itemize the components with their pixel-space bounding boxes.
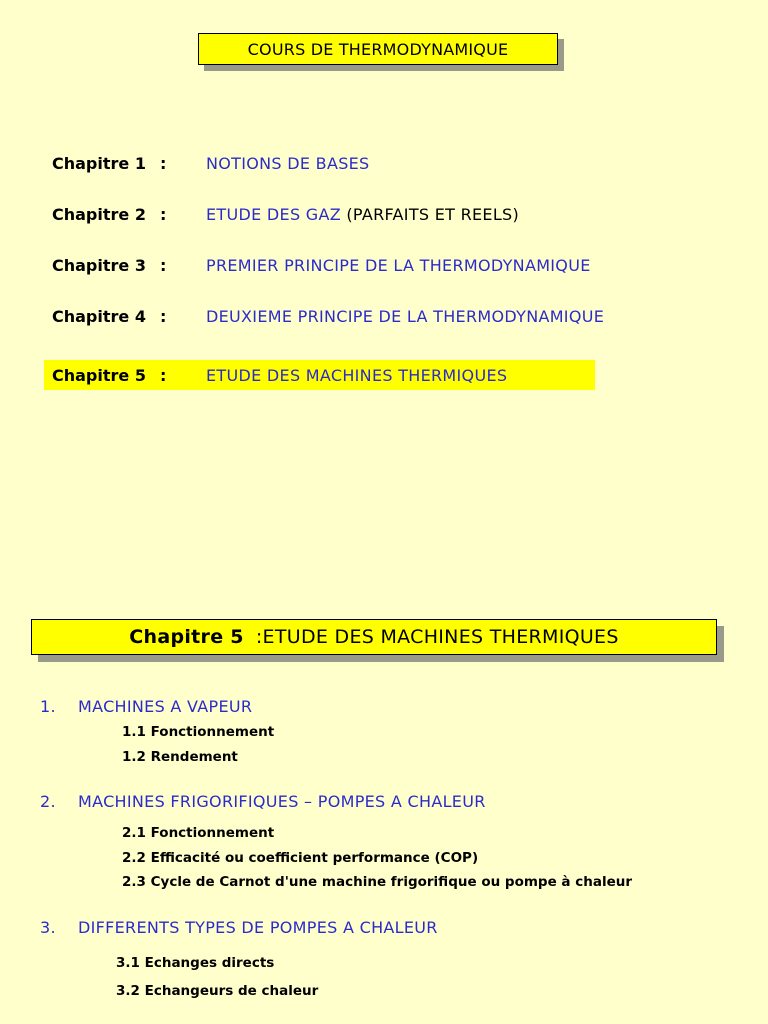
chapter-title: ETUDE DES MACHINES THERMIQUES (206, 365, 508, 385)
course-title: COURS DE THERMODYNAMIQUE (247, 39, 509, 59)
subsection-3-2: 3.2 Echangeurs de chaleur (116, 983, 319, 999)
chapter-title: DEUXIEME PRINCIPE DE LA THERMODYNAMIQUE (206, 306, 605, 326)
section-number: 2. (40, 792, 56, 811)
chapter-title (206, 205, 519, 224)
chapter-row-2 (44, 199, 744, 229)
chapter-colon: : (160, 365, 167, 385)
subsection-1-1: 1.1 Fonctionnement (122, 724, 275, 740)
subsection-1-2: 1.2 Rendement (122, 749, 238, 765)
subsection-3-1: 3.1 Echanges directs (116, 955, 275, 971)
chapter-label: Chapitre 1 (52, 153, 146, 173)
section-3 (40, 918, 438, 937)
chapter-label: Chapitre 5 (52, 365, 146, 385)
chapter-title: PREMIER PRINCIPE DE LA THERMODYNAMIQUE (206, 255, 591, 275)
section-number: 3. (40, 918, 56, 937)
section-2 (40, 792, 486, 811)
subsection-2-2: 2.2 Efficacité ou coefficient performance (COP) (122, 850, 479, 866)
chapter-heading-box (31, 619, 717, 655)
chapter-title-suffix: (PARFAITS ET REELS) (346, 204, 520, 224)
chapter-colon: : (160, 204, 167, 224)
subsection-2-1: 2.1 Fonctionnement (122, 825, 275, 841)
chapter-row-4 (44, 301, 744, 331)
section-title: DIFFERENTS TYPES DE POMPES A CHALEUR (78, 918, 438, 937)
section-title: MACHINES A VAPEUR (78, 697, 253, 716)
chapter-colon: : (160, 255, 167, 275)
section-number: 1. (40, 697, 56, 716)
chapter-label: Chapitre 2 (52, 204, 146, 224)
chapter-title-main: ETUDE DES GAZ (206, 204, 341, 224)
section-1 (40, 697, 252, 716)
chapter-colon: : (160, 306, 167, 326)
subsection-2-3: 2.3 Cycle de Carnot d'une machine frigorifique ou pompe à chaleur (122, 874, 633, 890)
course-title-box (198, 33, 558, 65)
chapter-heading-label: Chapitre 5 (129, 626, 244, 648)
chapter-row-3 (44, 250, 744, 280)
chapter-label: Chapitre 3 (52, 255, 146, 275)
chapter-row-1 (44, 148, 744, 178)
section-title: MACHINES FRIGORIFIQUES – POMPES A CHALEUR (78, 792, 486, 811)
chapter-title: NOTIONS DE BASES (206, 153, 370, 173)
chapter-heading-title: :ETUDE DES MACHINES THERMIQUES (255, 626, 619, 648)
chapter-label: Chapitre 4 (52, 306, 146, 326)
chapter-colon: : (160, 153, 167, 173)
chapter-row-5-highlighted (44, 360, 595, 390)
